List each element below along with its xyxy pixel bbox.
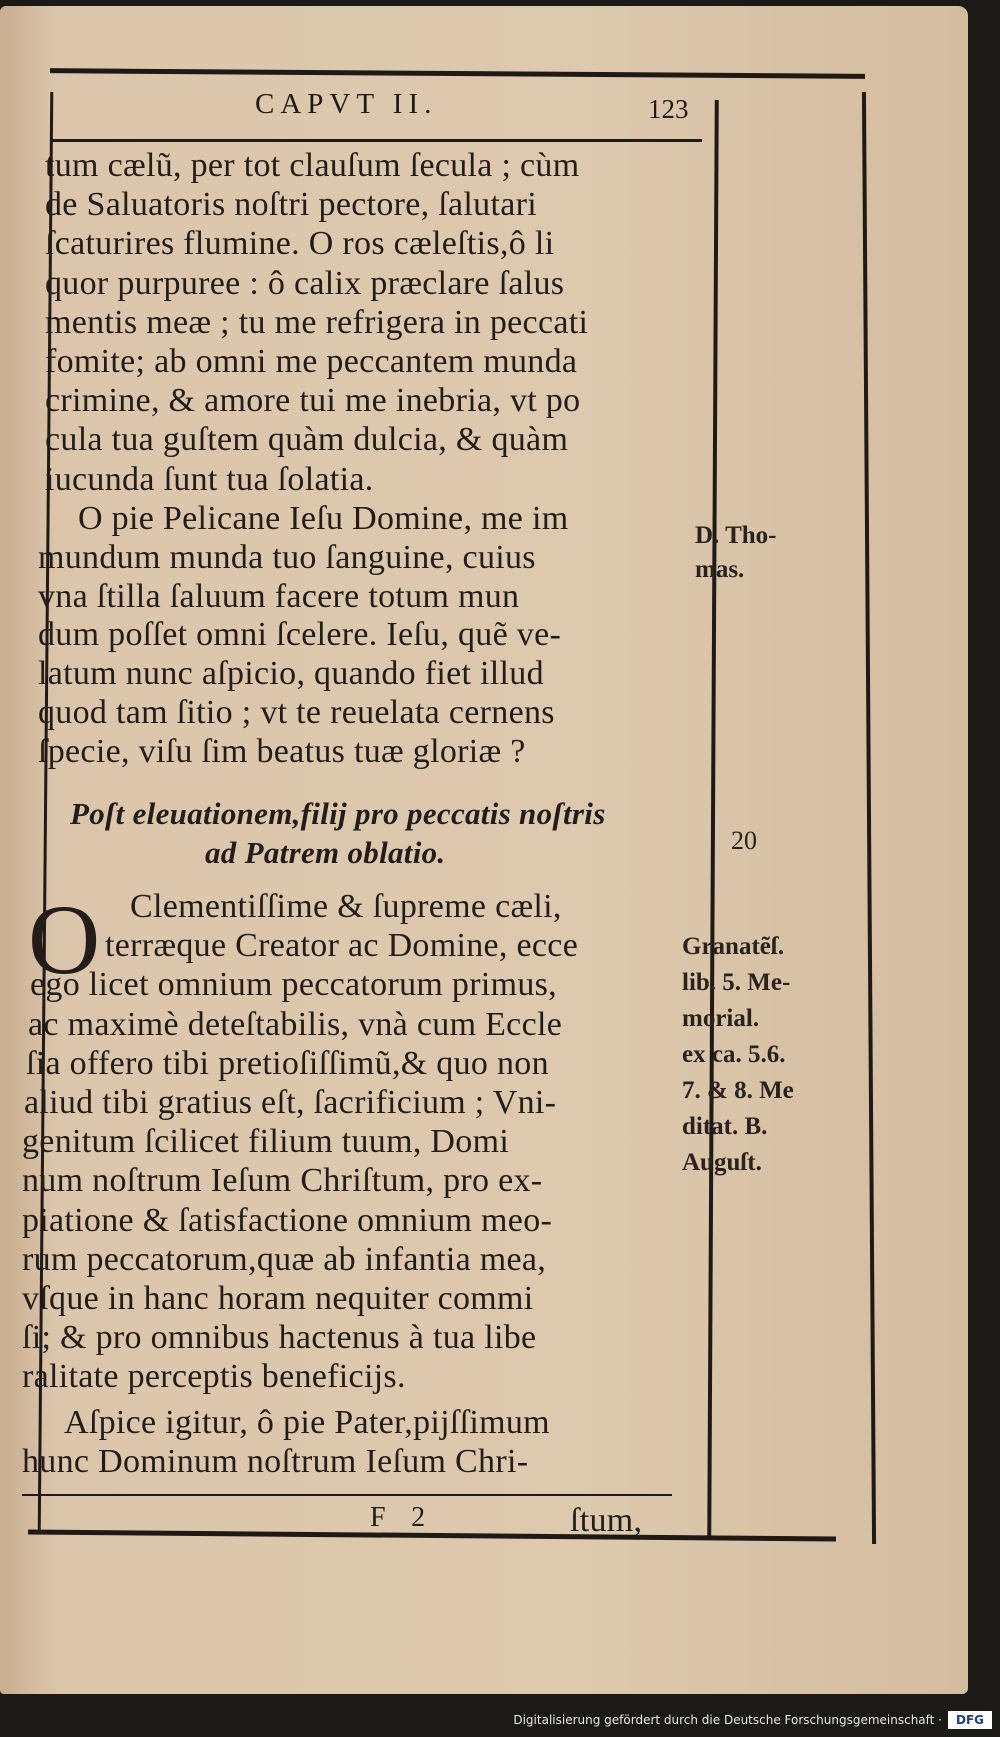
footer-bar	[0, 1694, 1000, 1737]
marginal-line: D. Tho-	[695, 522, 777, 549]
text-line: hunc Dominum noſtrum Ieſum Chri-	[22, 1443, 529, 1480]
text-line: num noſtrum Ieſum Chriſtum, pro ex-	[22, 1162, 543, 1200]
heading-line: ad Patrem oblatio.	[205, 835, 446, 870]
text-line: terræque Creator ac Domine, ecce	[105, 927, 579, 965]
text-line: mundum munda tuo ſanguine, cuius	[38, 538, 536, 576]
text-line: ſcaturires flumine. O ros cæleſtis,ô li	[45, 225, 555, 263]
text-line: vna ſtilla ſaluum facere totum mun	[38, 577, 520, 615]
catchword: ſtum,	[570, 1502, 643, 1539]
text-line: Clementiſſime & ſupreme cæli,	[130, 888, 562, 925]
text-line: tum cælũ, per tot clauſum ſecula ; cùm	[45, 147, 580, 184]
text-line: ſia offero tibi pretioſiſſimũ,& quo non	[26, 1044, 549, 1082]
text-line: quor purpuree : ô calix præclare ſalus	[45, 264, 565, 302]
funding-credit: Digitalisierung gefördert durch die Deutsche Forschungsgemeinschaft ·	[513, 1713, 942, 1727]
text-line: de Saluatoris noſtri pectore, ſalutari	[45, 186, 537, 224]
text-line: genitum ſcilicet filium tuum, Domi	[22, 1123, 510, 1161]
text-line: aliud tibi gratius eſt, ſacrificium ; Vni-	[24, 1084, 557, 1121]
text-line: ſpecie, viſu ſim beatus tuæ gloriæ ?	[38, 732, 526, 770]
text-line: dum poſſet omni ſcelere. Ieſu, quẽ ve-	[38, 616, 562, 654]
marginal-line: Granatẽſ.	[682, 933, 785, 960]
text-line: mentis meæ ; tu me refrigera in peccati	[45, 303, 589, 341]
heading-line: Poſt eleuationem,filij pro peccatis noſtris	[70, 796, 606, 831]
marginal-line-number: 20	[731, 826, 757, 855]
text-line: ego licet omnium peccatorum primus,	[30, 966, 557, 1004]
drop-capital: O	[28, 884, 101, 995]
marginal-line: Auguſt.	[682, 1149, 762, 1176]
text-line: iucunda ſunt tua ſolatia.	[45, 460, 374, 498]
text-line: vſque in hanc horam nequiter commi	[22, 1280, 534, 1317]
marginal-line: lib. 5. Me-	[682, 969, 791, 996]
text-line: ralitate perceptis beneficijs.	[22, 1358, 406, 1396]
dfg-logo: DFG	[948, 1711, 992, 1729]
marginal-line: 7. & 8. Me	[682, 1077, 794, 1104]
marginal-line: ex ca. 5.6.	[682, 1041, 786, 1068]
signature-mark: F 2	[370, 1502, 426, 1533]
page-number: 123	[648, 94, 689, 124]
marginal-line: mas.	[695, 556, 745, 583]
marginal-line: morial.	[682, 1005, 760, 1032]
text-line: quod tam ſitio ; vt te reuelata cernens	[38, 694, 555, 731]
text-line: ſi; & pro omnibus hactenus à tua libe	[22, 1319, 537, 1357]
text-bottom-rule	[22, 1494, 672, 1496]
text-line: ac maximè deteſtabilis, vnà cum Eccle	[28, 1005, 563, 1043]
text-line: latum nunc aſpicio, quando fiet illud	[38, 655, 544, 693]
header-underline	[50, 139, 702, 142]
text-line: cula tua guſtem quàm dulcia, & quàm	[45, 421, 569, 459]
text-line: crimine, & amore tui me inebria, vt po	[45, 382, 581, 420]
text-line: piatione & ſatisfactione omnium meo-	[22, 1201, 553, 1239]
text-line: rum peccatorum,quæ ab infantia mea,	[22, 1240, 547, 1278]
text-line: Aſpice igitur, ô pie Pater,pijſſimum	[64, 1404, 550, 1441]
text-line: fomite; ab omni me peccantem munda	[45, 343, 578, 380]
marginal-line: ditat. B.	[682, 1113, 768, 1140]
running-head: CAPVT II.	[255, 88, 438, 120]
text-line: O pie Pelicane Ieſu Domine, me im	[78, 500, 569, 537]
